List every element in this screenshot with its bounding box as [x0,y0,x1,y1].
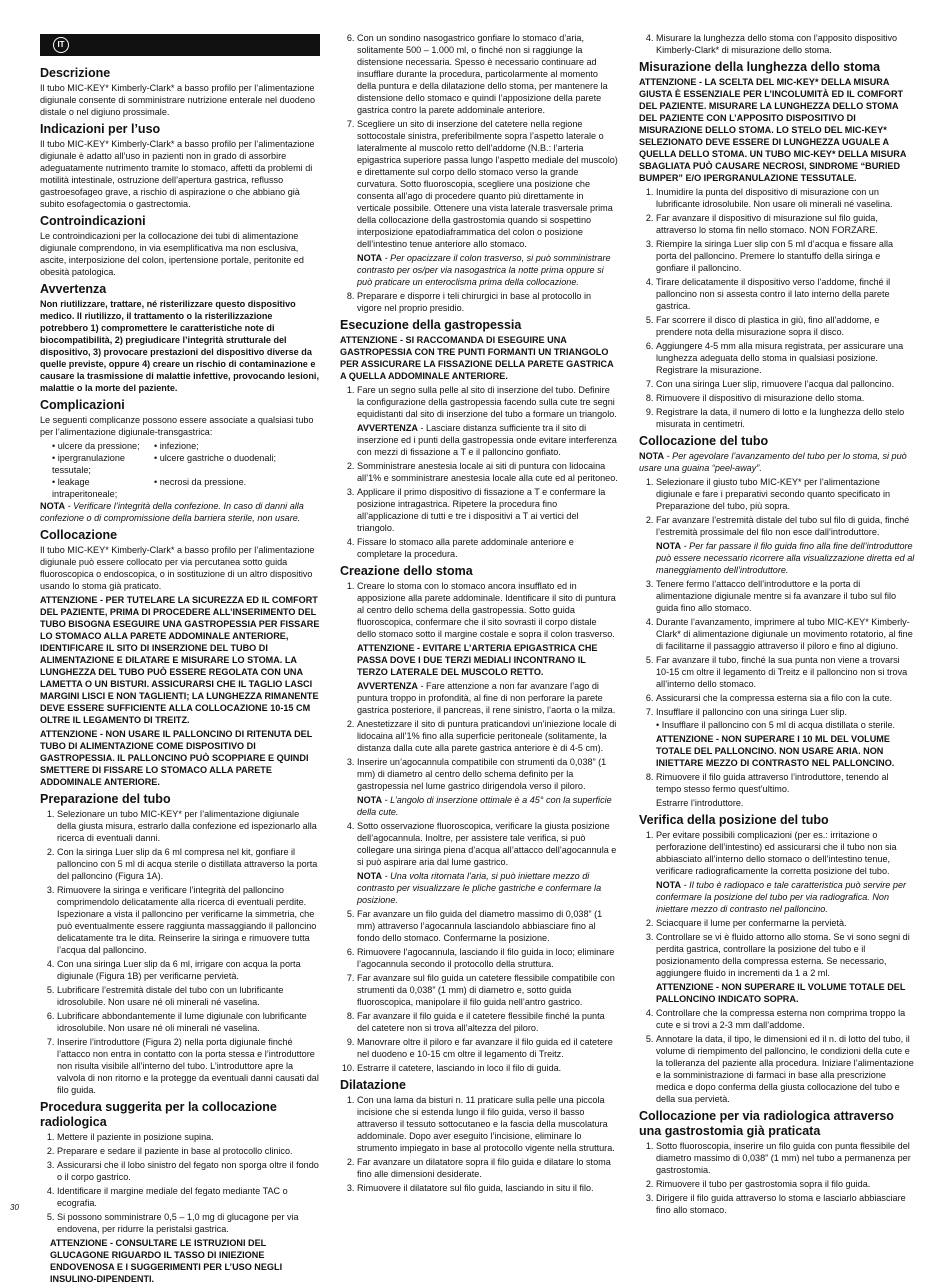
list-item: 2. Rimuovere il tubo per gastrostomia sopra il filo guida. [656,1178,915,1190]
list-item: 3. Rimuovere il dilatatore sul filo guida, lasciando in situ il filo. [357,1182,618,1194]
warning-gastropessia: ATTENZIONE - SI RACCOMANDA DI ESEGUIRE UNA GASTROPESSIA CON TRE PUNTI FORMANTI UN TRIANGOLO PER ASSICURARE LA FISSAZIONE DELLA PARETE GASTRICA A QUELLA ADDOMINALE ANTERIORE. [340,335,614,381]
note-colon: NOTA - Per opacizzare il colon trasverso, si può somministrare contrasto per os/per via nasogastrica la notte prima oppure si può praticare un enteroclisma prima della collocazione. [357,253,611,287]
list-item: 6. Rimuovere l’agocannula, lasciando il filo guida in loco; eliminare l’agocannula secondo il protocollo della struttura. [357,946,618,970]
list-item: 8. Preparare e disporre i teli chirurgici in base al protocollo in vigore nel proprio presidio. [357,290,618,314]
list-item: 1. Con una lama da bisturi n. 11 praticare sulla pelle una piccola incisione che si estenda lungo il filo guida, verso il basso attraverso il tessuto sottocutaneo e la fascia della muscolatura addominale. Dopo aver eseguito l’incisione, eliminare lo strumento impiegato in base al protocollo vigente nella struttura. [357,1094,618,1154]
list-item: 6. Assicurarsi che la compressa esterna sia a filo con la cute. [656,692,915,704]
list-item: 4. Sotto osservazione fluoroscopica, verificare la giusta posizione dell’agocannula. Inoltre, per assistere tale verifica, si può collegare una siringa piena d’acqua all’attacco dell’agocannula e si può aspirare aria dal lume gastrico. NOTA - Una volta ritornata l’aria, si può iniettare mezzo di contrasto per visualizzare le pliche gastriche e confermare la posizione. [357,820,618,906]
list-item: 2. Somministrare anestesia locale ai siti di puntura con lidocaina all’1% e somministrare anestesia locale alla cute ed al peritoneo. [357,460,618,484]
list-item: 2. Con la siringa Luer slip da 6 ml compresa nel kit, gonfiare il palloncino con 5 ml di acqua sterile o distillata attraverso la porta del palloncino (Figura 1A). [57,846,320,882]
list-item: 4. Durante l’avanzamento, imprimere al tubo MIC-KEY* Kimberly-Clark* di alimentazione digiunale un movimento rotatorio, al fine di facilitarne il passaggio attraverso il piloro e fino al digiuno. [656,616,915,652]
heading-collocazione: Collocazione [40,528,118,542]
column-3 [639,32,915,1218]
list-item: 2. Sciacquare il lume per confermarne la pervietà. [656,917,915,929]
heading-misurazione: Misurazione della lunghezza dello stoma [639,60,881,74]
list-item: 5. Far scorrere il disco di plastica in giù, fino all’addome, e prendere nota della misurazione sopra il disco. [656,314,915,338]
list-item: 4. Tirare delicatamente il dispositivo verso l’addome, finché il palloncino non si assesta contro il lato interno della parete gastrica. [656,276,915,312]
note-introduttore: NOTA - Per far passare il filo guida fino alla fine dell’introduttore può essere necessario ricorrere alla visualizzazione diretta ed al maneggiamento dell’introduttore. [656,541,915,575]
list-item: 3. Riempire la siringa Luer slip con 5 ml d’acqua e fissare alla porta del palloncino. Premere lo stantuffo della siringa e gonfiare il palloncino. [656,238,915,274]
steps-collocazione-tubo [639,476,915,809]
note-complicazioni: NOTA - Verificare l’integrità della confezione. In caso di danni alla confezione o di compromissione della barriera sterile, non usare. [40,501,304,523]
column-2 [340,32,618,1196]
heading-verifica: Verifica della posizione del tubo [639,813,829,827]
text-indicazioni: Il tubo MIC-KEY* Kimberly-Clark* a basso profilo per l’alimentazione digiunale è adatto all’uso in pazienti non in grado di assorbire adeguatamente nutrimento tramite lo stomaco, affetti da problemi di motilità intestinale, ostruzione dell’apertura gastrica, reflusso gastroesofageo grave, a rischio di aspirazione o che abbiano già subito esofagectomia o gastrectomia. [40,139,315,209]
list-item: 2. Anestetizzare il sito di puntura praticandovi un’iniezione locale di lidocaina all’1% fino alla superficie peritoneale (solitamente, la distanza dalla cute alla parete gastrica anteriore è di 4-5 cm). [357,718,618,754]
steps-procedura-cont [340,32,618,314]
heading-complicazioni: Complicazioni [40,398,125,412]
heading-stoma: Creazione dello stoma [340,564,473,578]
list-item: 6. Aggiungere 4-5 mm alla misura registrata, per assicurare una lunghezza adeguata dello stoma in qualsiasi posizione. Registrare la misurazione. [656,340,915,376]
list-item: 1. Inumidire la punta del dispositivo di misurazione con un lubrificante idrosolubile. Non usare oli minerali né vaselina. [656,186,915,210]
list-item: • necrosi da pressione. [154,476,320,500]
heading-preparazione: Preparazione del tubo [40,792,171,806]
list-item: 5. Lubrificare l’estremità distale del tubo con un lubrificante idrosolubile. Non usare né oli minerali né vaselina. [57,984,320,1008]
list-item: • infezione; [154,440,320,452]
list-item: 7. Scegliere un sito di inserzione del catetere nella regione sottocostale sinistra, preferibilmente sopra l’aspetto laterale o lateralmente al muscolo retto dell’addome (N.B.: l’arteria epigastrica superiore passa lungo l’aspetto mediale del muscolo) e direttamente sul corpo dello stomaco verso la grande curvatura. Sotto fluoroscopia, scegliere una posizione che consenta all’ago di procedere quanto più direttamente in verticale possibile. Ottenere una vista laterale trasversale prima della collocazione della gastrostomia quando si sospettino interposizione epatodiaframmatica del colon o posizione dell’intestino tenue anteriore allo stomaco. NOTA - Per opacizzare il colon trasverso, si può somministrare contrasto per os/per via nasogastrica la notte prima oppure si può praticare un enteroclisma prima della collocazione. [357,118,618,288]
list-item: 1. Sotto fluoroscopia, inserire un filo guida con punta flessibile del diametro massimo di 0,038” (1 mm) nel tubo a permanenza per gastrostomia. [656,1140,915,1176]
heading-radiologica: Collocazione per via radiologica attraverso una gastrostomia già praticata [639,1109,894,1138]
list-item: 3. Dirigere il filo guida attraverso lo stoma e lasciarlo abbiasciare fino allo stomaco. [656,1192,915,1216]
heading-procedura: Procedura suggerita per la collocazione radiologica [40,1100,277,1129]
warning-glucagone: ATTENZIONE - CONSULTARE LE ISTRUZIONI DEL GLUCAGONE RIGUARDO IL TASSO DI INIEZIONE ENDOVENOSA E I SUGGERIMENTI PER L’USO NEGLI INSULINO-DIPENDENTI. [50,1238,283,1284]
steps-preparazione [40,808,320,1096]
warning-volume: ATTENZIONE - NON SUPERARE IL VOLUME TOTALE DEL PALLONCINO INDICATO SOPRA. [656,982,906,1004]
warning-palloncino: ATTENZIONE - NON SUPERARE I 10 ML DEL VOLUME TOTALE DEL PALLONCINO. NON USARE ARIA. NON INIETTARE MEZZO DI CONTRASTO NEL PALLONCINO. [656,734,895,768]
language-bar [40,34,320,56]
list-item: 8. Rimuovere il dispositivo di misurazione dello stoma. [656,392,915,404]
list-item: 3. Assicurarsi che il lobo sinistro del fegato non sporga oltre il fondo o il corpo gastrico. [57,1159,320,1183]
steps-dilatazione-cont [639,32,915,56]
steps-gastropessia [340,384,618,560]
list-item: 9. Registrare la data, il numero di lotto e la lunghezza dello stelo misurata in centimetri. [656,406,915,430]
steps-radiologica [639,1140,915,1216]
text-estrarre: Estrarre l’introduttore. [656,798,744,808]
list-item: 2. Preparare e sedare il paziente in base al protocollo clinico. [57,1145,320,1157]
complication-list [40,440,320,500]
list-item: 2. Far avanzare il dispositivo di misurazione sul filo guida, attraverso lo stoma fin nello stomaco. NON FORZARE. [656,212,915,236]
list-item: 2. Far avanzare un dilatatore sopra il filo guida e dilatare lo stoma fino alle dimensioni desiderate. [357,1156,618,1180]
list-item: 6. Lubrificare abbondantemente il lume digiunale con lubrificante idrosolubile. Non usare né oli minerali né vaselina. [57,1010,320,1034]
text-complicazioni: Le seguenti complicanze possono essere associate a qualsiasi tubo per l’alimentazione digiunale-transgastrica: [40,415,314,437]
steps-verifica [639,829,915,1105]
list-item: 4. Con una siringa Luer slip da 6 ml, irrigare con acqua la porta digiunale (Figura 1B) per verificarne pervietà. [57,958,320,982]
sub-item-insufflare: • Insufflare il palloncino con 5 ml di acqua distillata o sterile. [656,720,896,730]
list-item: 4. Identificare il margine mediale del fegato mediante TAC o ecografia. [57,1185,320,1209]
text-descrizione: Il tubo MIC-KEY* Kimberly-Clark* a basso profilo per l’alimentazione digiunale consente di somministrare nutrizione enterale nel duodeno distale o nel digiuno prossimale. [40,83,316,117]
list-item: 3. Rimuovere la siringa e verificare l’integrità del palloncino comprimendolo delicatamente alla ricerca di eventuali perdite. Ispezionare a vista il palloncino per verificarne la simmetria, che può eventualmente essere raggiunta massaggiando il palloncino delicatamente tra le dita. Reinserire la siringa e rimuovere tutta l’acqua dal palloncino. [57,884,320,956]
heading-collocazione-tubo: Collocazione del tubo [639,434,769,448]
list-item: 1. Selezionare il giusto tubo MIC-KEY* per l’alimentazione digiunale e fare i preparativi secondo quanto specificato in Preparazione del tubo, più sopra. [656,476,915,512]
heading-indicazioni: Indicazioni per l’uso [40,122,161,136]
caution-ago: AVVERTENZA - Fare attenzione a non far avanzare l’ago di puntura troppo in profondità, al fine di non perforare la parete gastrica posteriore, il pancreas, il rene sinistro, l’aorta o la milza. [357,681,616,715]
steps-misurazione [639,186,915,430]
list-item: 5. Annotare la data, il tipo, le dimensioni ed il n. di lotto del tubo, il volume di riempimento del palloncino, le condizioni della cute e la tolleranza del paziente alla procedura. Iniziare l’alimentazione e la somministrazione di farmaci in base alla prescrizione medica e dopo conferma della giusta collocazione del tubo e della sua pervietà. [656,1033,915,1105]
heading-gastropessia: Esecuzione della gastropessia [340,318,522,332]
steps-stoma [340,580,618,1074]
list-item: 1. Selezionare un tubo MIC-KEY* per l’alimentazione digiunale della giusta misura, estrarlo dalla confezione ed ispezionarlo alla ricerca di eventuali danni. [57,808,320,844]
steps-procedura [40,1131,320,1235]
heading-avvertenza: Avvertenza [40,282,107,296]
heading-descrizione: Descrizione [40,66,111,80]
list-item: 1. Fare un segno sulla pelle al sito di inserzione del tubo. Definire la configurazione della gastropessia facendo sulla cute tre segni equidistanti dal sito di inserzione del tubo a formare un triangolo. AVVERTENZA - Lasciare distanza sufficiente tra il sito di inserzione ed i punti della gastropessia onde evitare interferenza con mezzi di fissazione a T e il palloncino gonfiato. [357,384,618,458]
list-item: 8. Far avanzare il filo guida e il catetere flessibile finché la punta del catetere non si trova all’altezza del piloro. [357,1010,618,1034]
list-item: 9. Manovrare oltre il piloro e far avanzare il filo guida ed il catetere nel duodeno e 10-15 cm oltre il legamento di Treitz. [357,1036,618,1060]
list-item: 7. Far avanzare sul filo guida un catetere flessibile compatibile con strumenti da 0,038” (1 mm) di diametro e, sotto guida fluoroscopica, manipolare il filo guida nell’antro gastrico. [357,972,618,1008]
list-item: 4. Misurare la lunghezza dello stoma con l’apposito dispositivo Kimberly-Clark* di misurazione dello stoma. [656,32,915,56]
list-item: 5. Si possono somministrare 0,5 – 1,0 mg di glucagone per via endovena, per ridurre la peristalsi gastrica. [57,1211,320,1235]
note-radiopaco: NOTA - Il tubo è radiopaco e tale caratteristica può servire per confermare la posizione del tubo per via radiografica. Non iniettare mezzo di contrasto nel palloncino. [656,880,907,914]
language-badge: IT [53,37,69,53]
warning-collocazione-1: ATTENZIONE - PER TUTELARE LA SICUREZZA ED IL COMFORT DEL PAZIENTE, PRIMA DI PROCEDERE ALL’INSERIMENTO DEL TUBO BISOGNA ESEGUIRE UNA GASTROPESSIA PER FISSARE LO STOMACO ALLA PARETE ADDOMINALE ANTERIORE, IDENTIFICARE IL SITO DI INSERZIONE DEL TUBO DI ALIMENTAZIONE E DILATARE E MISURARE LO STOMA. LA LUNGHEZZA DEL TUBO PUÒ ESSERE REGOLATA CON UNA LAMETTA O UN BISTURI. ASSICURARSI CHE IL TAGLIO LASCI MARGINI LISCI E NON TAGLIENTI; LA LUNGHEZZA RIMANENTE DEVE ESSERE SUFFICIENTE ALLA COLLOCAZIONE 10-15 CM OLTRE IL LEGAMENTO DI TREITZ. [40,595,320,725]
list-item: 1. Mettere il paziente in posizione supina. [57,1131,320,1143]
column-1 [40,62,320,1287]
list-item: 4. Fissare lo stomaco alla parete addominale anteriore e completare la procedura. [357,536,618,560]
list-item: 1. Per evitare possibili complicazioni (per es.: irritazione o perforazione dell’intestino) ed assicurarsi che il tubo non sia abbiasciato all’interno dello stomaco o dell’intestino tenue, verificare radiograficamente la corretta posizione del tubo. NOTA - Il tubo è radiopaco e tale caratteristica può servire per confermare la posizione del tubo per via radiografica. Non iniettare mezzo di contrasto nel palloncino. [656,829,915,915]
text-avvertenza: Non riutilizzare, trattare, né risterilizzare questo dispositivo medico. Il riutilizzo, il trattamento o la risterilizzazione potrebbero 1) compromettere le caratteristiche note di biocompatibilità, 2) pregiudicare l’integrità strutturale del dispositivo, 3) provocare prestazioni del dispositivo diverse da quelle previste, oppure 4) creare un rischio di contaminazione e causare la trasmissione di malattie infettive, provocando lesioni, malattie o la morte del paziente. [40,299,319,393]
list-item: 6. Con un sondino nasogastrico gonfiare lo stomaco d’aria, solitamente 500 – 1.000 ml, o finché non si raggiunge la distensione necessaria. Spesso è necessario continuare ad insufflare durante la procedura, particolarmente al momento della puntura e della dilatazione dello stoma, per mantenere la distensione dello stomaco e quindi l’apposizione della parete gastrica contro la parete addominale anteriore. [357,32,618,116]
list-item: 1. Creare lo stoma con lo stomaco ancora insufflato ed in apposizione alla parete addominale. Identificare il sito di puntura al centro dello schema della gastropessia. Sotto guida fluoroscopica, confermare che il sito sovrasti il corpo distale dello stomaco sotto il margine costale e sopra il colon trasverso. ATTENZIONE - EVITARE L’ARTERIA EPIGASTRICA CHE PASSA DOVE I DUE TERZI MEDIALI INCONTRANO IL TERZO LATERALE DEL MUSCOLO RETTO. AVVERTENZA - Fare attenzione a non far avanzare l’ago di puntura troppo in profondità, al fine di non perforare la parete gastrica posteriore, il pancreas, il rene sinistro, l’aorta o la milza. [357,580,618,716]
steps-dilatazione [340,1094,618,1194]
warning-arteria: ATTENZIONE - EVITARE L’ARTERIA EPIGASTRICA CHE PASSA DOVE I DUE TERZI MEDIALI INCONTRANO IL TERZO LATERALE DEL MUSCOLO RETTO. [357,643,598,677]
list-item: 7. Con una siringa Luer slip, rimuovere l’acqua dal palloncino. [656,378,915,390]
note-contrasto: NOTA - Una volta ritornata l’aria, si può iniettare mezzo di contrasto per visualizzare le pliche gastriche e confermare la posizione. [357,871,602,905]
list-item: • ipergranulazione tessutale; [52,452,154,476]
heading-controindicazioni: Controindicazioni [40,214,146,228]
list-item: 3. Applicare il primo dispositivo di fissazione a T e confermare la posizione intragastrica. Ripetere la procedura fino all’applicazione di tutti e tre i dispositivi a T ai vertici del triangolo. [357,486,618,534]
note-peel-away: NOTA - Per agevolare l’avanzamento del tubo per lo stoma, si può usare una guaina “peel-away”. [639,451,907,473]
note-angolo: NOTA - L’angolo di inserzione ottimale è a 45° con la superficie della cute. [357,795,612,817]
list-item: 7. Insufflare il palloncino con una siringa Luer slip. • Insufflare il palloncino con 5 ml di acqua distillata o sterile. ATTENZIONE - NON SUPERARE I 10 ML DEL VOLUME TOTALE DEL PALLONCINO. NON USARE ARIA. NON INIETTARE MEZZO DI CONTRASTO NEL PALLONCINO. [656,706,915,769]
text-collocazione: Il tubo MIC-KEY* Kimberly-Clark* a basso profilo per l’alimentazione digiunale può essere collocato per via percutanea sotto guida fluoroscopica o endoscopica, o in sostituzione di un altro dispositivo usando lo stoma già praticato. [40,545,315,591]
caution-gastropessia: AVVERTENZA - Lasciare distanza sufficiente tra il sito di inserzione ed i punti della gastropessia onde evitare interferenza con mezzi di fissazione a T e il palloncino gonfiato. [357,423,617,457]
list-item: 3. Inserire un’agocannula compatibile con strumenti da 0,038” (1 mm) di diametro al centro dello schema definito per la gastropessia nel lume gastrico dirigendola verso il piloro. NOTA - L’angolo di inserzione ottimale è a 45° con la superficie della cute. [357,756,618,818]
warning-collocazione-2: ATTENZIONE - NON USARE IL PALLONCINO DI RITENUTA DEL TUBO DI ALIMENTAZIONE COME DISPOSITIVO DI GASTROPESSIA. IL PALLONCINO PUÒ SCOPPIARE E QUINDI SMETTERE DI FISSARE LO STOMACO ALLA PARETE ADDOMINALE ANTERIORE. [40,729,313,787]
list-item: 8. Rimuovere il filo guida attraverso l’introduttore, tenendo al tempo stesso fermo quest’ultimo. Estrarre l’introduttore. [656,771,915,809]
list-item: 5. Far avanzare un filo guida del diametro massimo di 0,038” (1 mm) attraverso l’agocannula lasciandolo abbiasciare fino al fondo dello stomaco. Confermarne la posizione. [357,908,618,944]
warning-misurazione: ATTENZIONE - LA SCELTA DEL MIC-KEY* DELLA MISURA GIUSTA È ESSENZIALE PER L’INCOLUMITÀ ED IL COMFORT DEL PAZIENTE. MISURARE LA LUNGHEZZA DELLO STOMA DEL PAZIENTE CON L’APPOSITO DISPOSITIVO DI MISURAZIONE DELLO STOMA. LO STELO DEL MIC-KEY* SELEZIONATO DEVE ESSERE DI LUNGHEZZA UGUALE A QUELLA DELLO STOMA. UN TUBO MIC-KEY* DELLA MISURA SBAGLIATA PUÒ CAUSARE NECROSI, SINDROME “BURIED BUMPER” E/O IPERGRANULAZIONE TESSUTALE. [639,77,907,183]
list-item: 2. Far avanzare l’estremità distale del tubo sul filo di guida, finché l’estremità prossimale del filo non esce dall’introduttore. NOTA - Per far passare il filo guida fino alla fine dell’introduttore può essere necessario ricorrere alla visualizzazione diretta ed al maneggiamento dell’introduttore. [656,514,915,576]
list-item: 4. Controllare che la compressa esterna non comprima troppo la cute e si trovi a 2-3 mm dall’addome. [656,1007,915,1031]
list-item: 3. Controllare se vi è fluido attorno allo stoma. Se vi sono segni di perdita gastrica, controllare la posizione del tubo e il posizionamento della compressa esterna. Se necessario, aggiungere fluido in incrementi da 1 a 2 ml. ATTENZIONE - NON SUPERARE IL VOLUME TOTALE DEL PALLONCINO INDICATO SOPRA. [656,931,915,1005]
list-item: • ulcere gastriche o duodenali; [154,452,320,476]
list-item: 7. Inserire l’introduttore (Figura 2) nella porta digiunale finché l’attacco non entra in contatto con la porta stessa e l’introduttore non risulta visibile all’interno del tubo. L’introduttore apre la valvola di non ritorno e la protegge da eventuali danni causati dal filo guida. [57,1036,320,1096]
list-item: 5. Far avanzare il tubo, finché la sua punta non viene a trovarsi 10-15 cm oltre il legamento di Treitz e il palloncino non si trova all’interno dello stomaco. [656,654,915,690]
list-item: • leakage intraperitoneale; [52,476,154,500]
list-item: • ulcere da pressione; [52,440,154,452]
list-item: 3. Tenere fermo l’attacco dell’introduttore e la porta di alimentazione digiunale mentre si fa avanzare il tubo sul filo guida fino allo stomaco. [656,578,915,614]
heading-dilatazione: Dilatazione [340,1078,406,1092]
page-number: 30 [10,1203,19,1212]
list-item: 10. Estrarre il catetere, lasciando in loco il filo di guida. [357,1062,618,1074]
text-controindicazioni: Le controindicazioni per la collocazione dei tubi di alimentazione digiunale comprendono, in via esemplificativa ma non esclusiva, ascite, interposizione del colon, ipertensione portale, peritonite ed obesità patologica. [40,231,304,277]
